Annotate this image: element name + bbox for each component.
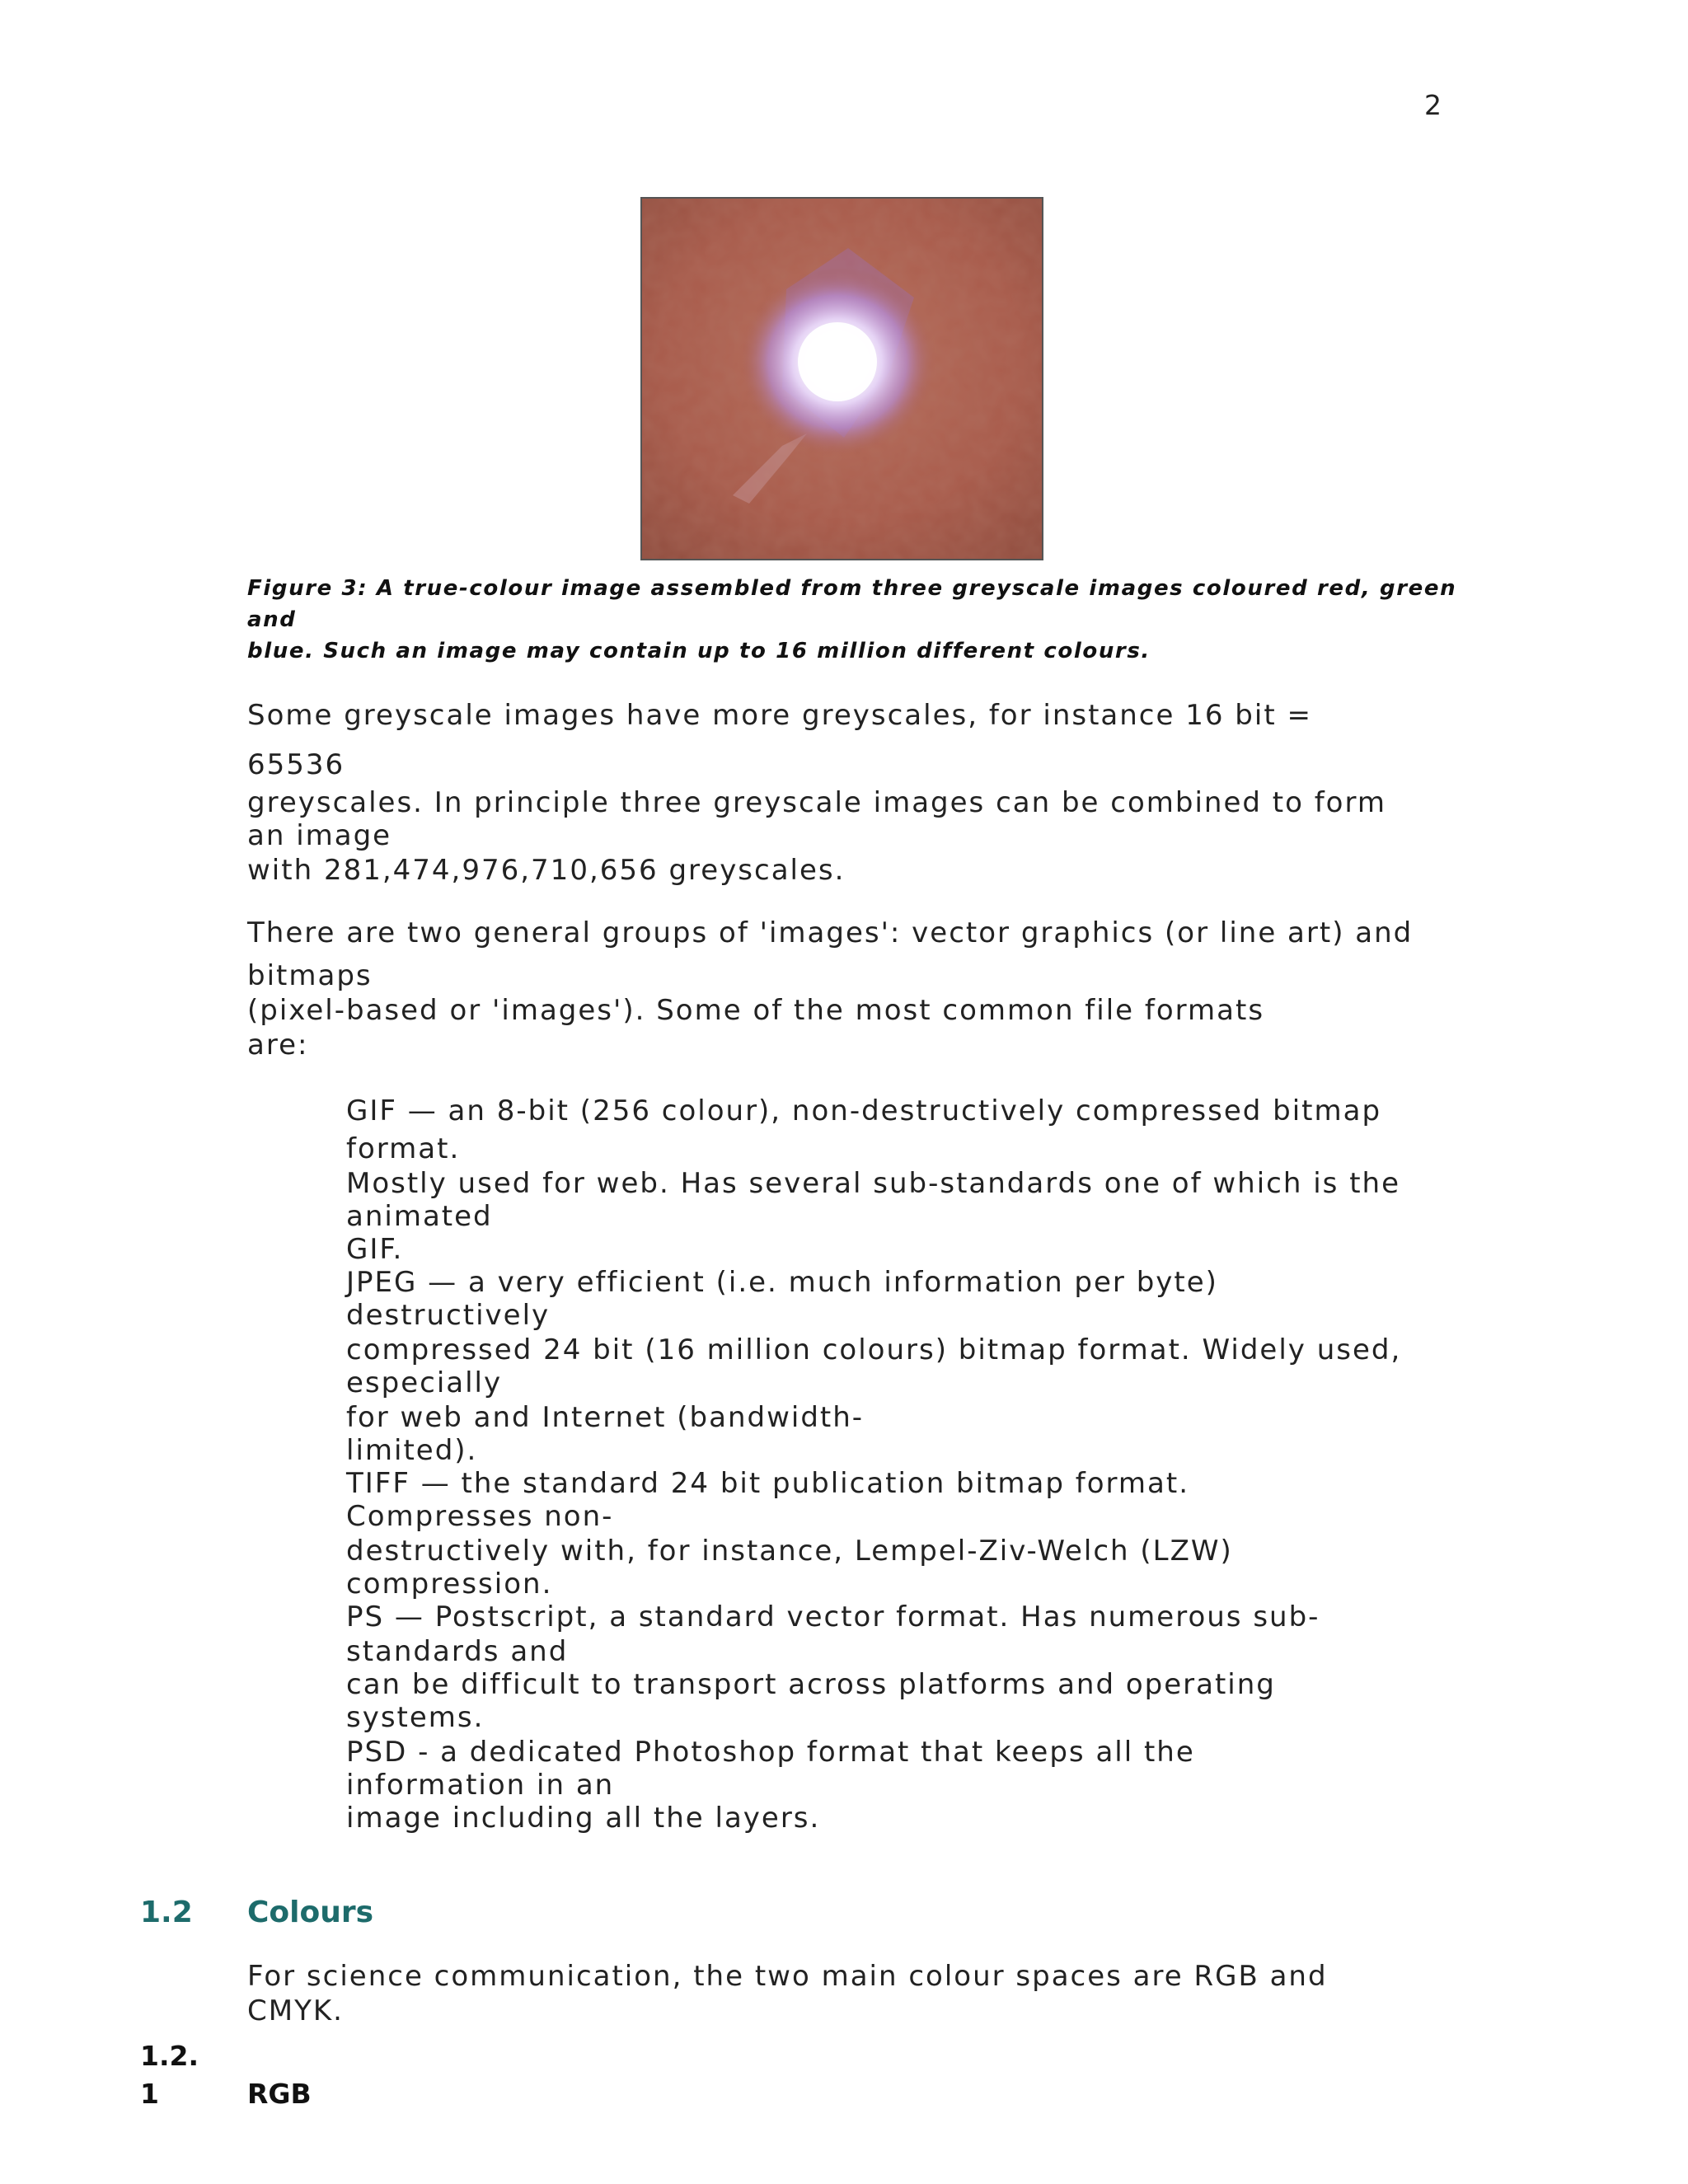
caption-line: Figure 3: A true-colour image assembled from three greyscale images coloured red, green	[247, 576, 1457, 601]
list-line: can be difficult to transport across platforms and operating	[346, 1668, 1276, 1701]
text-line: greyscales. In principle three greyscale images can be combined to form	[247, 786, 1386, 819]
list-line: compression.	[346, 1568, 553, 1601]
list-line: information in an	[346, 1769, 615, 1802]
text-line: There are two general groups of 'images': vector graphics (or line art) and	[247, 916, 1414, 949]
list-line: animated	[346, 1200, 493, 1233]
text-line: Some greyscale images have more greyscales, for instance 16 bit =	[247, 699, 1312, 732]
list-line: TIFF — the standard 24 bit publication bitmap format.	[346, 1467, 1190, 1500]
text-line: For science communication, the two main colour spaces are RGB and	[247, 1960, 1328, 1993]
section-title: Colours	[247, 1896, 374, 1929]
text-line: with 281,474,976,710,656 greyscales.	[247, 854, 846, 887]
list-line: GIF.	[346, 1233, 404, 1266]
caption-line: and	[247, 607, 297, 632]
caption-line: blue. Such an image may contain up to 16 million different colours.	[247, 639, 1151, 663]
text-line: bitmaps	[247, 959, 373, 992]
subsection-number	[140, 2037, 199, 2113]
text-line: CMYK.	[247, 1994, 344, 2027]
figure-caption	[247, 573, 1457, 667]
list-line: compressed 24 bit (16 million colours) bitmap format. Widely used,	[346, 1333, 1402, 1366]
text-line: 65536	[247, 748, 345, 781]
text-line: an image	[247, 819, 392, 852]
subsection-number-line: 1	[140, 2078, 159, 2110]
list-line: PS — Postscript, a standard vector format. Has numerous sub-	[346, 1601, 1320, 1633]
list-line: format.	[346, 1132, 461, 1165]
star-image-svg	[642, 199, 1042, 559]
list-line: Mostly used for web. Has several sub-standards one of which is the	[346, 1167, 1400, 1200]
list-line: for web and Internet (bandwidth-	[346, 1401, 865, 1434]
list-line: limited).	[346, 1434, 478, 1467]
list-line: especially	[346, 1366, 503, 1399]
subsection-number-line: 1.2.	[140, 2040, 199, 2072]
list-line: destructively	[346, 1299, 551, 1332]
text-line: are:	[247, 1029, 309, 1062]
list-line: destructively with, for instance, Lempel-Ziv-Welch (LZW)	[346, 1535, 1233, 1568]
subsection-title: RGB	[247, 2078, 312, 2110]
list-line: image including all the layers.	[346, 1802, 821, 1835]
text-line: (pixel-based or 'images'). Some of the most common file formats	[247, 994, 1265, 1027]
list-line: GIF — an 8-bit (256 colour), non-destructively compressed bitmap	[346, 1094, 1382, 1127]
list-line: Compresses non-	[346, 1500, 614, 1533]
star-true-colour-image	[640, 197, 1043, 560]
list-line: systems.	[346, 1701, 485, 1734]
page-number: 2	[1424, 89, 1442, 121]
list-line: JPEG — a very efficient (i.e. much information per byte)	[346, 1266, 1218, 1299]
list-line: standards and	[346, 1635, 569, 1668]
list-line: PSD - a dedicated Photoshop format that keeps all the	[346, 1736, 1195, 1769]
section-number: 1.2	[140, 1896, 193, 1929]
